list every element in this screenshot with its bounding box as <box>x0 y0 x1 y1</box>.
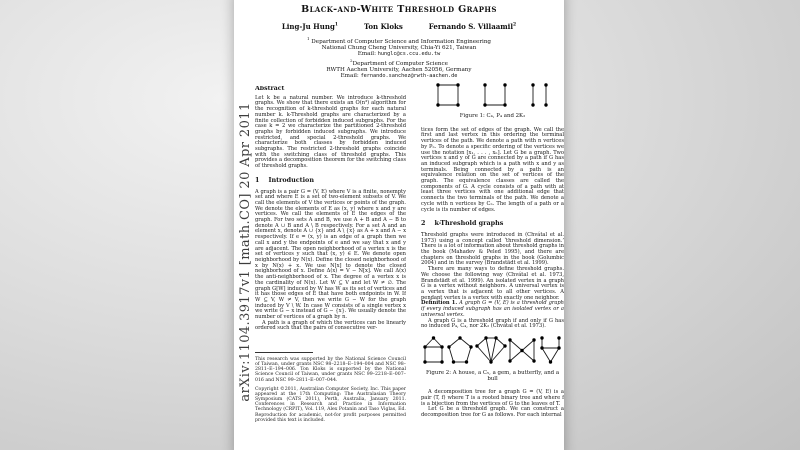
footnote-block <box>255 352 406 450</box>
section-2-number: 2 <box>421 219 426 228</box>
graph-butterfly <box>508 336 536 365</box>
affiliation-block <box>234 36 564 80</box>
figure-1 <box>421 82 564 108</box>
figure-1-caption: Figure 1: C₄, P₄ and 2K₂ <box>459 113 526 119</box>
author-2: Ton Kloks <box>363 22 403 31</box>
graph-gem <box>475 336 507 365</box>
body-paragraph-5a: A decomposition tree for a graph G = (V, E) is a pair (T, f) where T is a rooted binary tree and where f is a bijection from the vertices of G to the leaves of T. <box>421 389 564 407</box>
graph-bull <box>538 336 563 365</box>
affiliation-email-1: Email: hunglc@cs.ccu.edu.tw <box>357 51 441 58</box>
email-address-2: fernando.sanchez@rwth-aachen.de <box>360 73 458 80</box>
affiliation-univ-1: National Chung Cheng University, Chia-Yi 621, Taiwan <box>321 45 477 52</box>
affiliation-univ-2: RWTH Aachen University, Aachen 52056, Germany <box>326 66 472 73</box>
definition-1-text: A graph G = (V, E) is a threshold graph if every induced subgraph has an isolated vertex or a universal vertex. <box>421 300 564 318</box>
author-1: Ling-Ju Hung$^1$ <box>281 22 338 31</box>
right-column <box>421 82 564 450</box>
graph-p4 <box>482 82 508 108</box>
author-1-footnote-mark: 1 <box>334 22 338 28</box>
section-1-heading <box>255 175 406 184</box>
author-3: Fernando S. Villaamil$^2$ <box>428 22 517 31</box>
affiliation-dept-1: $^1$ Department of Computer Science and Information Engineering <box>306 36 492 45</box>
definition-1-label: Definition 1. <box>421 300 458 307</box>
author-3-footnote-mark: 2 <box>513 22 517 28</box>
graph-c5 <box>447 336 473 365</box>
definition-1 <box>421 301 564 318</box>
abstract-text: Let k be a natural number. We introduce k-threshold graphs. We show that there exists an O(n³) algorithm for the recognition of k-threshold graphs for each natural number k. k-Threshold graphs are characterized by a finite collection of forbidden induced subgraphs. For the case k = 2 we characterize the partitioned 2-threshold graphs by forbidden induced subgraphs. We introduce restricted, and special 2-threshold graphs. We characterize both classes by forbidden induced subgraphs. The restricted 2-threshold graphs coincide with the switching class of threshold graphs. This provides a decomposition theorem for the switching class of threshold graphs. <box>255 94 406 170</box>
arxiv-stamp-text: arXiv:1104.3917v1 [math.CO] 20 Apr 2011 <box>238 102 253 402</box>
abstract-heading: Abstract <box>255 86 285 92</box>
body-paragraph-1: tices form the set of edges of the graph. We call the first and last vertex in this ordering the terminal vertices of the path. We denote a path with n vertices by Pₙ. To denote a specific ordering of the vertices we use the notation [x₁, . . . , xₙ]. Let G be a graph. Two vertices x and y of G are connected by a path if G has an induced subgraph which is a path with x and y as terminals. Being connected by a path is an equivalence relation on the set of vertices of the graph. The equivalence classes are called the components of G. A cycle consists of a path with at least three vertices with one additional edge that connects the two terminals of the path. We denote a cycle with n vertices by Cₙ. The length of a path or a cycle is its number of edges. <box>421 126 564 213</box>
graph-house <box>422 336 445 365</box>
paper-title: Black-and-White Threshold Graphs <box>301 4 497 15</box>
body-paragraph-3: There are many ways to define threshold graphs. We choose the following way (Chvátal et al. 1973, Brandstädt et al. 1999). An isolated vertex in a graph G is a vertex without neighbors. A universal vertex is a vertex that is adjacent to all other vertices. A pendant vertex is a vertex with exactly one neighbor. <box>421 266 564 301</box>
section-2-title: k-Threshold graphs <box>434 219 504 228</box>
graph-2k2 <box>528 82 550 108</box>
left-column <box>255 86 406 350</box>
footnote-rule <box>255 352 313 353</box>
body-paragraph-4: A graph G is a threshold graph if and only if G has no induced P₄, C₄, nor 2K₂ (Chvátal et al. 1973). <box>421 317 564 330</box>
affiliation-email-2: Email: fernando.sanchez@rwth-aachen.de <box>340 73 458 80</box>
intro-paragraph-1: A graph is a pair G = (V, E) where V is a finite, nonempty set and where E is a set of two-element subsets of V. We call the elements of V the vertices or points of the graph. We denote the elements of E as (x, y) where x and y are vertices. We call the elements of E the edges of the graph. For two sets A and B, we use A + B and A − B to denote A ∪ B and A \ B respectively. For a set A and an element x, denote A ∪ {x} and A \ {x} as A + x and A − x respectively. If e = (x, y) is an edge of a graph then we call x and y the endpoints of e and we say that x and y are adjacent. The open neighborhood of a vertex x is the set of vertices y such that (x, y) ∈ E. We denote open neighborhood by N(x). Define the closed neighborhood of x by N(x) + x. We use N[x] to denote the closed neighborhood of x. Define Δ(x) = V − N[x]. We call Δ(x) the anti-neighborhood of x. The degree of a vertex x is the cardinality of N(x). Let W ⊆ V and let W ≠ ∅. The graph G[W] induced by W has W as its set of vertices and it has those edges of E that have both endpoints in W. If W ⊆ V, W ≠ V, then we write G − W for the graph induced by V \ W. In case W consists of a single vertex x we write G − x instead of G − {x}. We usually denote the number of vertices of a graph by n. <box>255 188 406 321</box>
graph-c4 <box>435 82 461 108</box>
affiliation-dept-2: $^2$Department of Computer Science <box>350 57 448 67</box>
body-paragraph-2: Threshold graphs were introduced in (Chvátal et al. 1973) using a concept called ‘threshold dimension.’ There is a lot of information about threshold graphs in the book (Mahadev & Peled 1995), and there are chapters on threshold graphs in the book (Golumbic 2004) and in the survey (Brandstädt et al. 1999). <box>421 231 564 267</box>
section-1-title: Introduction <box>268 175 314 184</box>
paper-page <box>234 0 564 450</box>
intro-paragraph-2: A path is a graph of which the vertices can be linearly ordered such that the pairs of consecutive ver- <box>255 319 406 332</box>
section-2-heading <box>421 221 564 227</box>
email-address-1: hunglc@cs.ccu.edu.tw <box>377 51 441 58</box>
figure-2-caption: Figure 2: A house, a C₅, a gem, a butterfly, and a bull <box>425 369 560 382</box>
figure-2 <box>421 336 564 365</box>
body-paragraph-5b: Let G be a threshold graph. We can construct a decomposition tree for G as follows. For each internal <box>421 406 564 419</box>
author-row <box>234 22 564 31</box>
footnote-funding: This research was supported by the National Science Council of Taiwan, under grants NSC 98–2218–E–194–004 and NSC 98–2811–E–194–006. Ton Kloks is supported by the National Science Council of Taiwan, under grants NSC 99–2218–E–007–016 and NSC 99–2811–E–007–044. <box>255 357 406 383</box>
footnote-copyright: Copyright ©2011, Australian Computer Society, Inc. This paper appeared at the 17th Computing: The Australasian Theory Symposium (CATS 2011), Perth, Australia, January 2011. Conferences in Research and Practice in Information Technology (CRPIT), Vol. 119, Alex Potanin and Taso Viglas, Ed. Reproduction for academic, not-for profit purposes permitted provided this text is included. <box>255 386 406 423</box>
section-1-number: 1 <box>255 175 260 184</box>
